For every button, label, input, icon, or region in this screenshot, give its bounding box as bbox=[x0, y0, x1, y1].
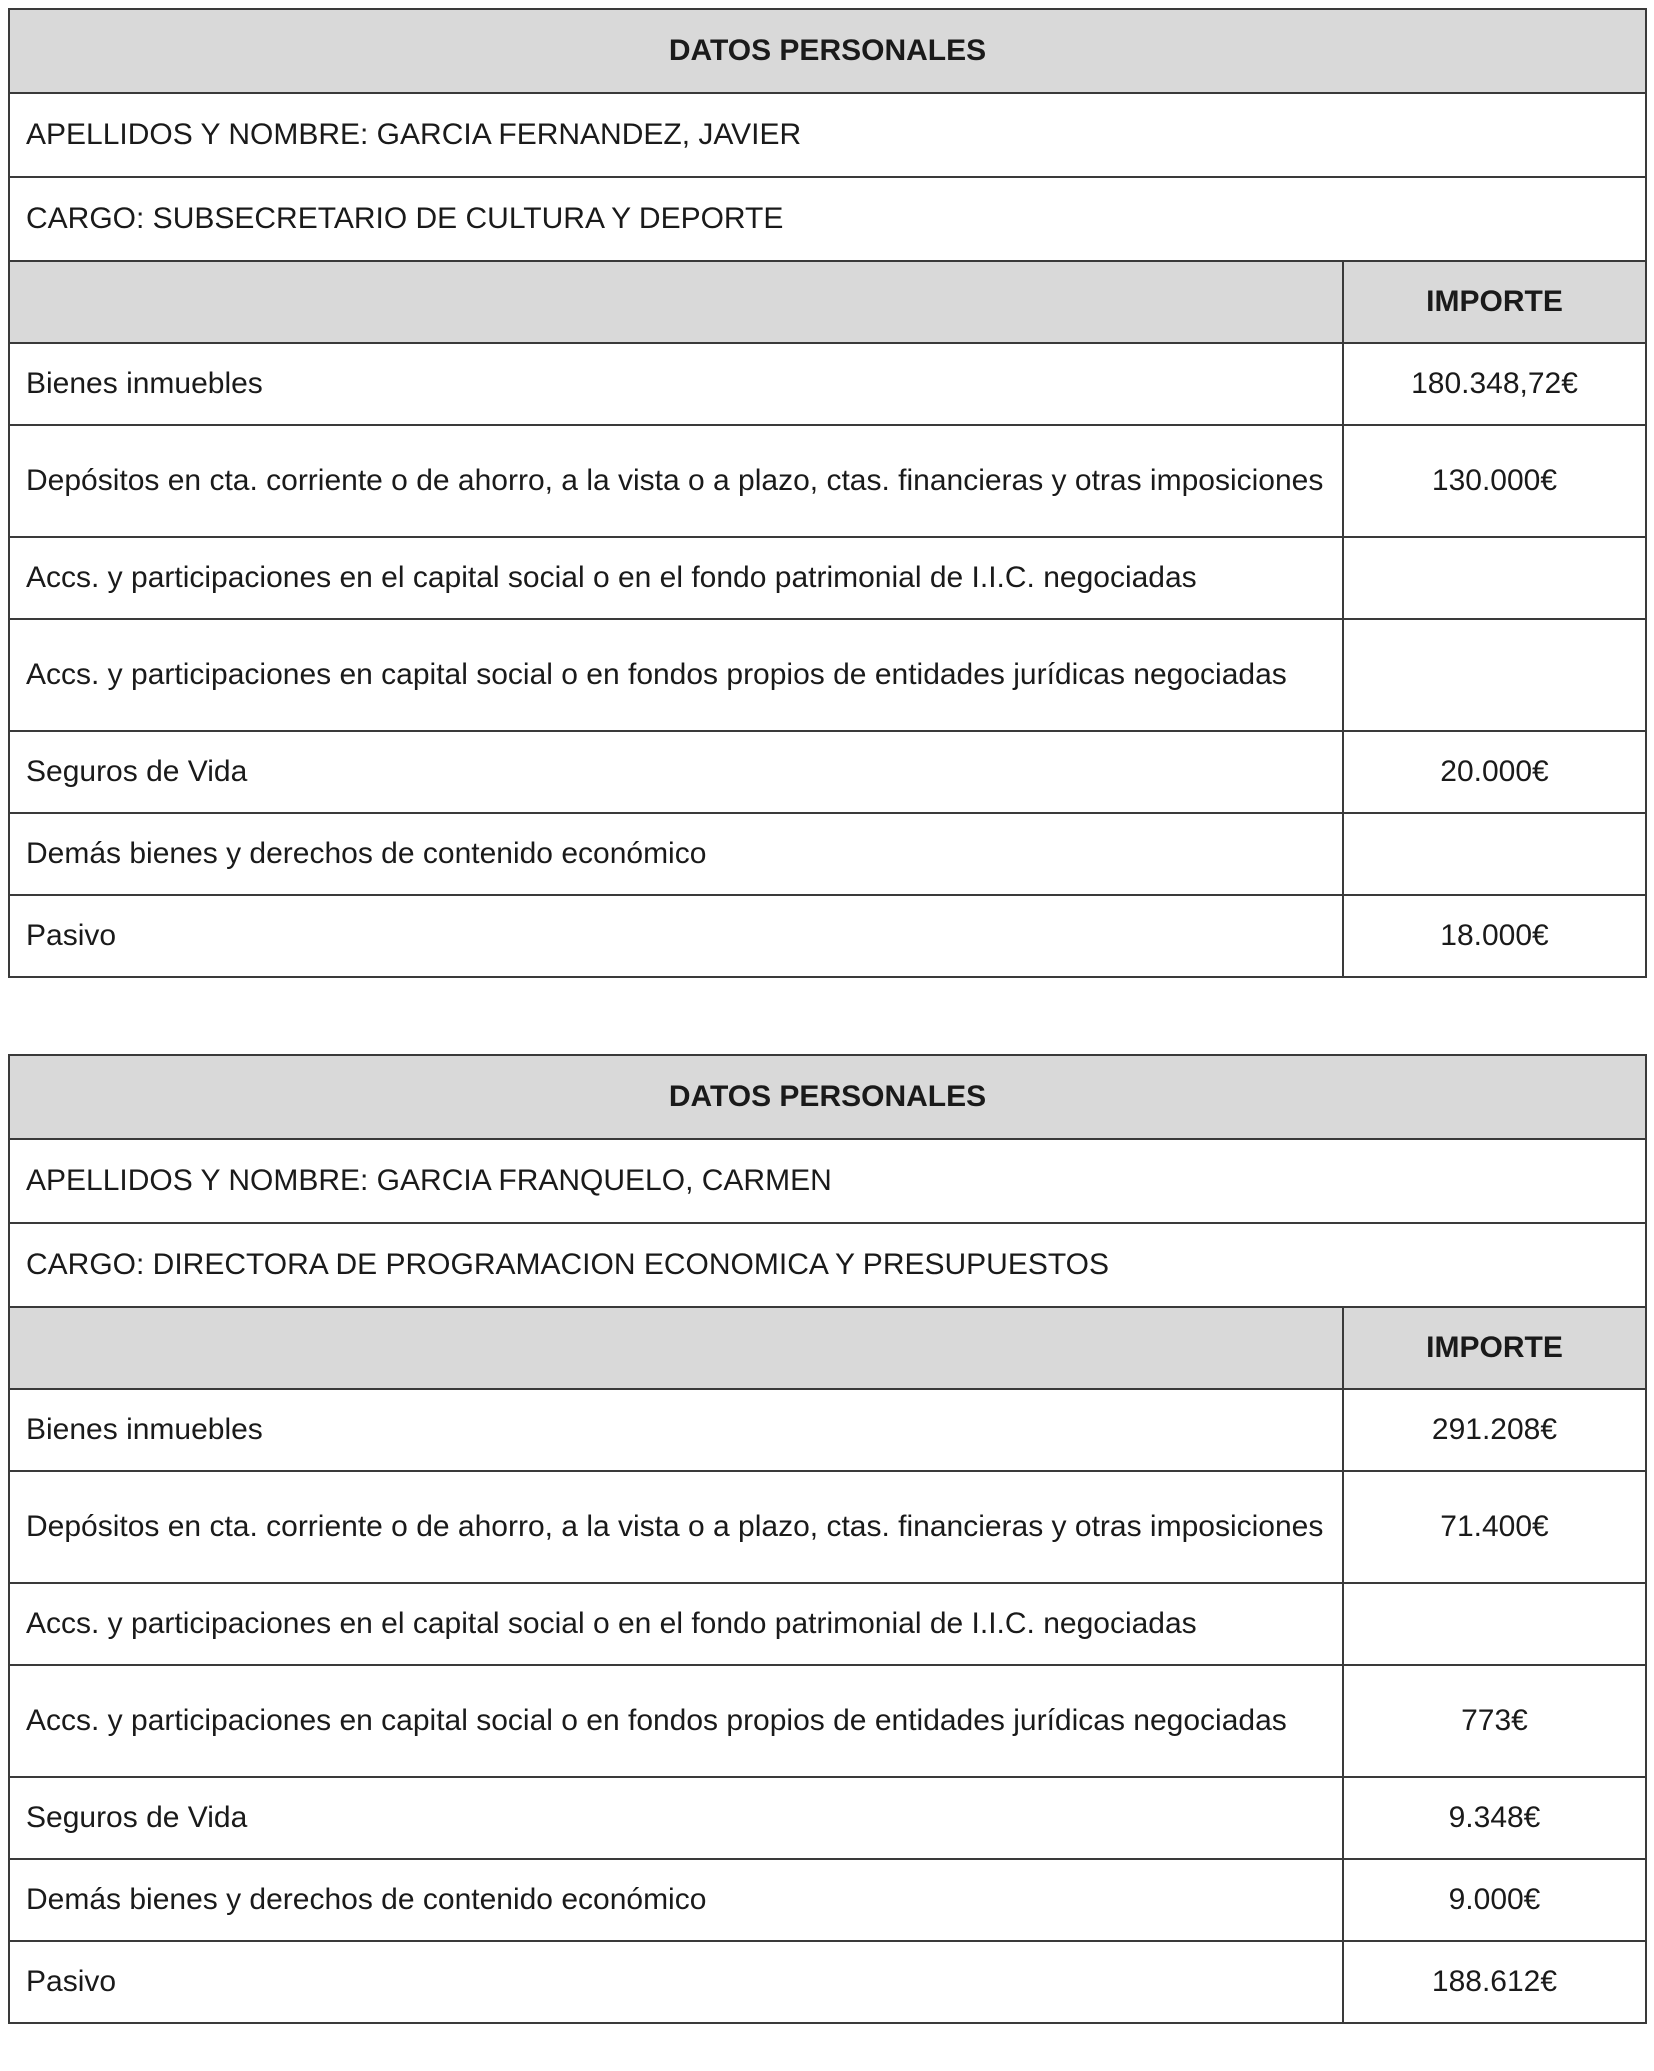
table-row bbox=[9, 1859, 1646, 1941]
item-amount: 20.000€ bbox=[1343, 731, 1646, 813]
item-label: Pasivo bbox=[9, 895, 1343, 977]
position-line: CARGO: SUBSECRETARIO DE CULTURA Y DEPORTE bbox=[9, 177, 1646, 261]
amount-header: IMPORTE bbox=[1343, 261, 1646, 343]
position-line: CARGO: DIRECTORA DE PROGRAMACION ECONOMICA Y PRESUPUESTOS bbox=[9, 1223, 1646, 1307]
item-label: Bienes inmuebles bbox=[9, 343, 1343, 425]
item-label: Accs. y participaciones en capital social o en fondos propios de entidades jurídicas negociadas bbox=[9, 1665, 1343, 1777]
asset-declaration-table bbox=[8, 8, 1647, 978]
item-amount bbox=[1343, 619, 1646, 731]
table-row bbox=[9, 619, 1646, 731]
item-amount bbox=[1343, 813, 1646, 895]
item-label: Depósitos en cta. corriente o de ahorro, a la vista o a plazo, ctas. financieras y otras imposiciones bbox=[9, 425, 1343, 537]
table-row bbox=[9, 1777, 1646, 1859]
item-label: Bienes inmuebles bbox=[9, 1389, 1343, 1471]
item-label: Accs. y participaciones en capital social o en fondos propios de entidades jurídicas negociadas bbox=[9, 619, 1343, 731]
concept-header-cell bbox=[9, 261, 1343, 343]
item-amount: 130.000€ bbox=[1343, 425, 1646, 537]
section-title: DATOS PERSONALES bbox=[9, 1055, 1646, 1139]
table-row bbox=[9, 895, 1646, 977]
table-row bbox=[9, 813, 1646, 895]
table-row bbox=[9, 537, 1646, 619]
item-amount: 9.000€ bbox=[1343, 1859, 1646, 1941]
name-line: APELLIDOS Y NOMBRE: GARCIA FRANQUELO, CARMEN bbox=[9, 1139, 1646, 1223]
table-row bbox=[9, 1941, 1646, 2023]
table-row bbox=[9, 731, 1646, 813]
item-label: Pasivo bbox=[9, 1941, 1343, 2023]
item-amount bbox=[1343, 1583, 1646, 1665]
table-row bbox=[9, 1665, 1646, 1777]
item-amount: 71.400€ bbox=[1343, 1471, 1646, 1583]
item-amount: 180.348,72€ bbox=[1343, 343, 1646, 425]
item-amount bbox=[1343, 537, 1646, 619]
item-label: Accs. y participaciones en el capital social o en el fondo patrimonial de I.I.C. negociadas bbox=[9, 1583, 1343, 1665]
item-label: Seguros de Vida bbox=[9, 1777, 1343, 1859]
concept-header-cell bbox=[9, 1307, 1343, 1389]
item-label: Demás bienes y derechos de contenido económico bbox=[9, 813, 1343, 895]
name-line: APELLIDOS Y NOMBRE: GARCIA FERNANDEZ, JAVIER bbox=[9, 93, 1646, 177]
item-amount: 188.612€ bbox=[1343, 1941, 1646, 2023]
table-row bbox=[9, 343, 1646, 425]
item-label: Seguros de Vida bbox=[9, 731, 1343, 813]
item-amount: 291.208€ bbox=[1343, 1389, 1646, 1471]
section-title: DATOS PERSONALES bbox=[9, 9, 1646, 93]
item-amount: 18.000€ bbox=[1343, 895, 1646, 977]
table-row bbox=[9, 1389, 1646, 1471]
amount-header: IMPORTE bbox=[1343, 1307, 1646, 1389]
table-row bbox=[9, 425, 1646, 537]
item-label: Demás bienes y derechos de contenido económico bbox=[9, 1859, 1343, 1941]
item-amount: 9.348€ bbox=[1343, 1777, 1646, 1859]
table-row bbox=[9, 1471, 1646, 1583]
item-label: Depósitos en cta. corriente o de ahorro, a la vista o a plazo, ctas. financieras y otras imposiciones bbox=[9, 1471, 1343, 1583]
item-label: Accs. y participaciones en el capital social o en el fondo patrimonial de I.I.C. negociadas bbox=[9, 537, 1343, 619]
item-amount: 773€ bbox=[1343, 1665, 1646, 1777]
asset-declaration-table bbox=[8, 1054, 1647, 2024]
table-row bbox=[9, 1583, 1646, 1665]
